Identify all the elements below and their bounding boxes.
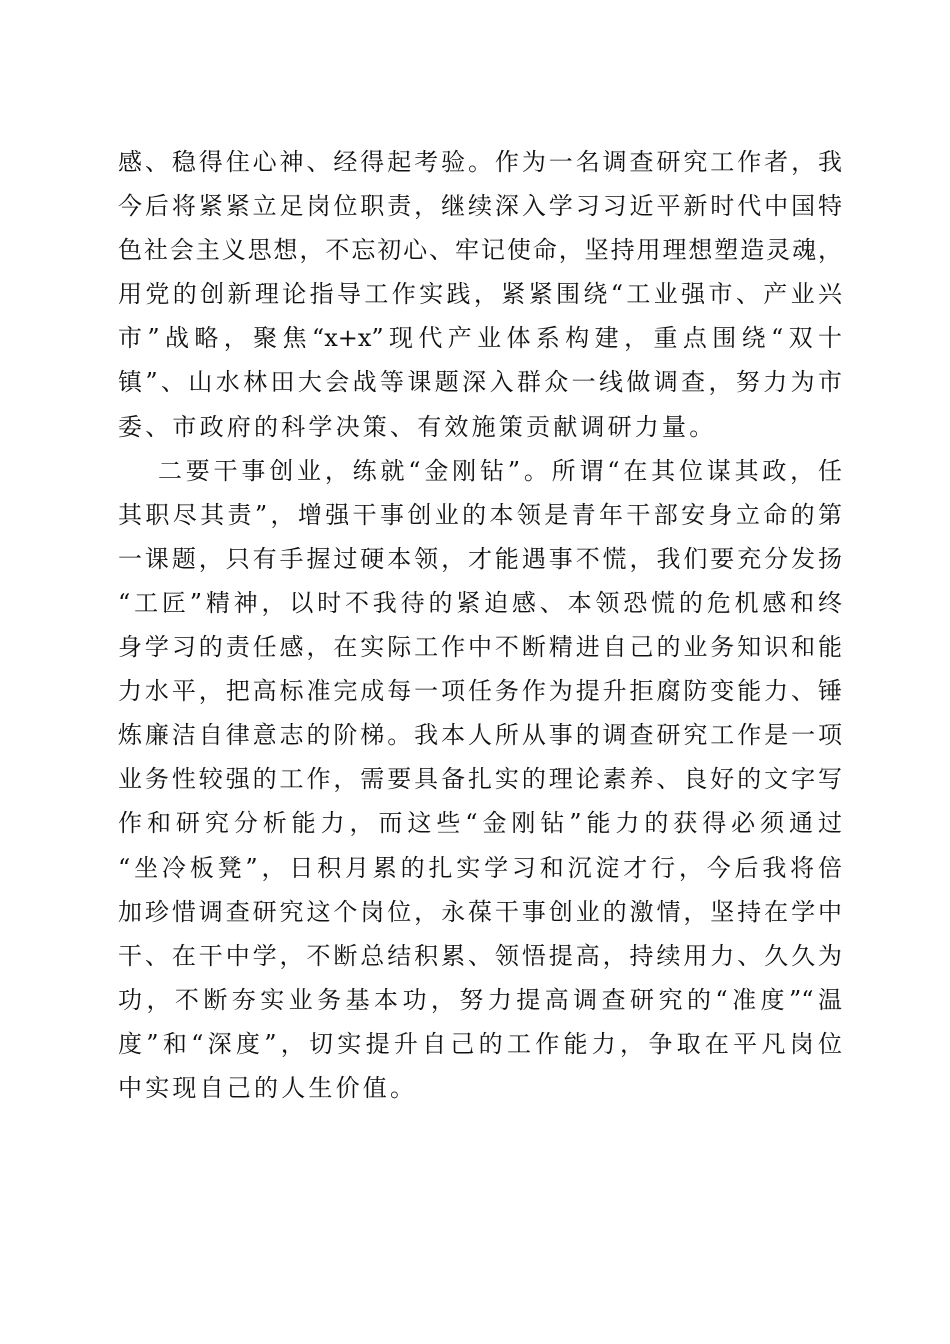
- paragraph: [118, 140, 842, 449]
- text-line: 镇”、山水林田大会战等课题深入群众一线做调查，努力为市: [118, 368, 842, 397]
- text-line: 加珍惜调查研究这个岗位，永葆干事创业的激情，坚持在学中: [118, 897, 842, 926]
- text-line: 业务性较强的工作，需要具备扎实的理论素养、良好的文字写: [118, 765, 842, 794]
- text-line: 度”和“深度”，切实提升自己的工作能力，争取在平凡岗位: [118, 1029, 842, 1058]
- text-line: 力水平，把高标准完成每一项任务作为提升拒腐防变能力、锤: [118, 677, 842, 706]
- text-line: 其职尽其责”，增强干事创业的本领是青年干部安身立命的第: [118, 500, 842, 529]
- text-line: 二要干事创业，练就“金刚钻”。所谓“在其位谋其政，任: [158, 456, 842, 485]
- text-line: 感、稳得住心神、经得起考验。作为一名调查研究工作者，我: [118, 148, 842, 176]
- paragraph: [118, 449, 842, 1110]
- text-line: 委、市政府的科学决策、有效施策贡献调研力量。: [118, 412, 717, 441]
- text-line: 色社会主义思想，不忘初心、牢记使命，坚持用理想塑造灵魂，: [118, 236, 842, 265]
- text-line: 市”战略，聚焦“x+x”现代产业体系构建，重点围绕“双十: [118, 324, 842, 353]
- text-line: 中实现自己的人生价值。: [118, 1073, 418, 1102]
- text-line: 用党的创新理论指导工作实践，紧紧围绕“工业强市、产业兴: [118, 280, 842, 309]
- text-line: 干、在干中学，不断总结积累、领悟提高，持续用力、久久为: [118, 941, 842, 970]
- text-line: “坐冷板凳”，日积月累的扎实学习和沉淀才行，今后我将倍: [118, 853, 842, 882]
- text-line: 一课题，只有手握过硬本领，才能遇事不慌，我们要充分发扬: [118, 544, 842, 573]
- document-body: [118, 140, 842, 1110]
- text-line: 身学习的责任感，在实际工作中不断精进自己的业务知识和能: [118, 633, 842, 662]
- text-line: 今后将紧紧立足岗位职责，继续深入学习习近平新时代中国特: [118, 192, 842, 221]
- text-line: 作和研究分析能力，而这些“金刚钻”能力的获得必须通过: [118, 809, 842, 838]
- text-line: 功，不断夯实业务基本功，努力提高调查研究的“准度”“温: [118, 985, 842, 1014]
- text-line: “工匠”精神，以时不我待的紧迫感、本领恐慌的危机感和终: [118, 588, 842, 617]
- text-line: 炼廉洁自律意志的阶梯。我本人所从事的调查研究工作是一项: [118, 721, 842, 750]
